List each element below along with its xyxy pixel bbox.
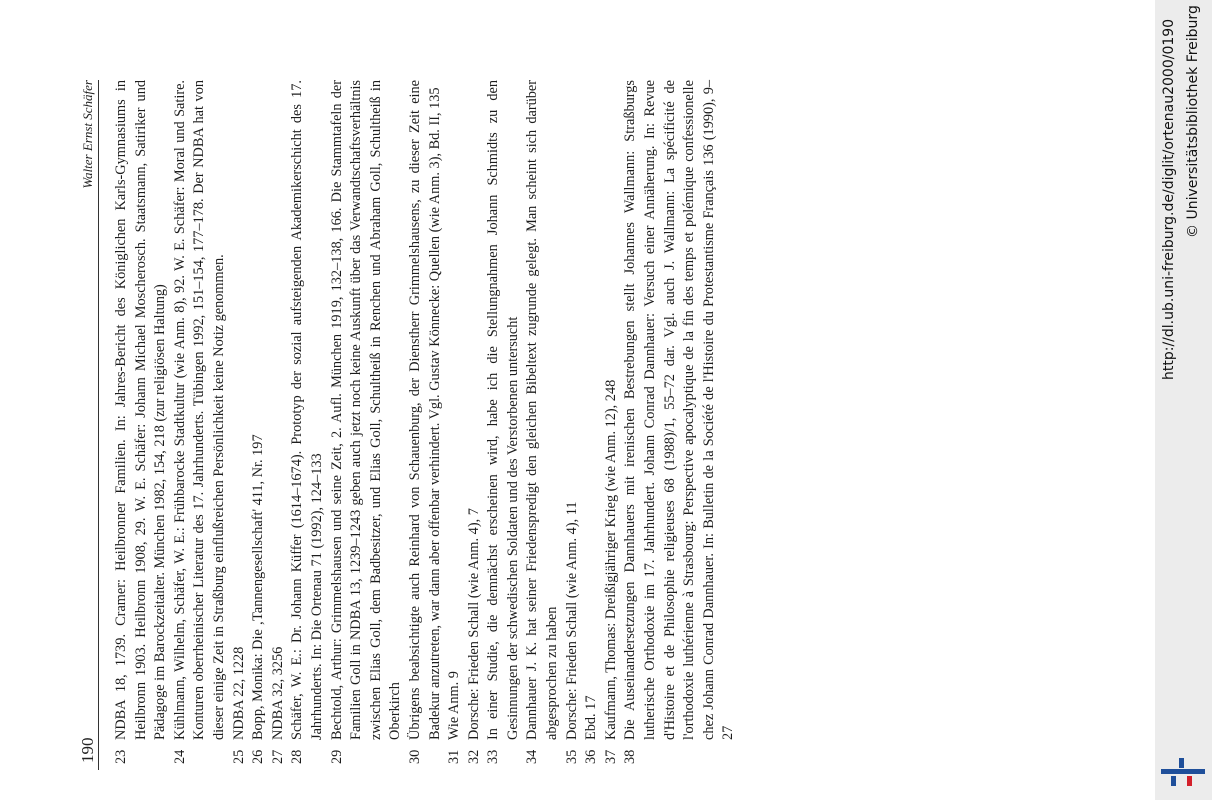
footnote-number: 31 xyxy=(446,749,463,764)
footnote-item xyxy=(582,80,602,770)
footnote-text: Kühlmann, Wilhelm, Schäfer, W. E.: Frühbarocke Stadtkultur (wie Anm. 8), 92. W. E. Schäfer: Moral und Satire. Konturen oberrheinischer Literatur des 17. Jahrhunderts. Tübingen 1992, 151–154, 177–178. Der NDBA hat von dieser einige Zeit in Straßburg einflußreichen Persönlichkeit keine Notiz genommen. xyxy=(171,80,227,740)
footnote-item xyxy=(445,80,465,770)
footnote-text: NDBA 18, 1739. Cramer: Heilbronner Familien. In: Jahres-Bericht des Königlichen Karls-Gymnasiums in Heilbronn 1903. Heilbronn 1908, 29. W. E. Schäfer: Johann Michael Moscherosch. Staatsmann, Satiriker und Pädagoge im Barockzeitalter. München 1982, 154, 218 (zur religiösen Haltung) xyxy=(113,80,169,740)
page-number: 190 xyxy=(78,737,97,763)
footnote-number: 27 xyxy=(269,749,286,764)
footnote-item xyxy=(112,80,171,770)
header-rule xyxy=(98,80,99,770)
footnote-number: 23 xyxy=(113,749,129,764)
footnote-text: Ebd. 17 xyxy=(583,695,600,740)
footnote-item xyxy=(523,80,562,770)
footnote-number: 38 xyxy=(622,749,639,764)
footnote-text: NDBA 32, 3256 xyxy=(269,646,286,740)
library-side-strip xyxy=(1155,0,1212,800)
footnote-number: 37 xyxy=(602,749,619,764)
copyright-notice: © Universitätsbibliothek Freiburg xyxy=(1185,5,1201,238)
footnote-number: 30 xyxy=(406,749,423,764)
footnote-text: Kaufmann, Thomas: Dreißigjähriger Krieg (wie Anm. 12), 248 xyxy=(602,379,619,740)
footnote-item xyxy=(621,80,739,770)
footnote-item xyxy=(465,80,485,770)
footnote-number: 29 xyxy=(328,749,345,764)
footnote-number: 35 xyxy=(563,749,580,764)
footnote-item xyxy=(406,80,445,770)
footnote-item xyxy=(484,80,523,770)
footnote-text: Schäfer, W. E.: Dr. Johann Küffer (1614–1674). Prototyp der sozial aufsteigenden Akademikerschicht des 17. Jahrhunderts. In: Die Ortenau 71 (1992), 124–133 xyxy=(289,80,325,740)
footnote-text: Die Auseinandersetzungen Dannhauers mit irenischen Bestrebungen stellt Johannes Wallmann: Straßburgs lutherische Orthodoxie im 17. Jahrhundert. Johann Conrad Dannhauer: Versuch einer Annäherung. In: Revue d'Histoire et de Philosophie religieuses 68 (1988)/1, 55–72 dar. Vgl. auch J. Wallmann: La spécificité de l'orthodoxie luthérienne à Strasbourg: Perspective apocalyptique de la fin des temps et polémique confessionelle chez Johann Conrad Dannhauer. In: Bulletin de la Société de l'Histoire du Protestantisme Français 136 (1990), 9–27 xyxy=(622,80,737,740)
footnote-text: Übrigens beabsichtigte auch Reinhard von Schauenburg, der Dienstherr Grimmelshausens, zu dieser Zeit eine Badekur anzutreten, war dann aber offenbar verhindert. Vgl. Gustav Könnecke: Quellen (wie Anm. 3), Bd. II, 135 xyxy=(406,80,443,740)
footnote-number: 33 xyxy=(485,749,502,764)
footnote-item xyxy=(249,80,269,770)
running-header-author: Walter Ernst Schäfer xyxy=(80,80,95,189)
footnote-number: 25 xyxy=(230,749,247,764)
footnote-item xyxy=(230,80,250,770)
footnote-text: Wie Anm. 9 xyxy=(446,671,463,740)
footnote-item xyxy=(171,80,230,770)
footnote-item xyxy=(563,80,583,770)
footnote-number: 36 xyxy=(583,749,600,764)
footnote-item xyxy=(602,80,622,770)
footnote-text: Bechtold, Arthur: Grimmelshausen und seine Zeit, 2. Aufl. München 1919, 132–138, 166. Die Stammtafeln der Familien Goll in NDBA 13, 1239–1243 geben auch jetzt noch keine Auskunft über das Verwandtschaftsverhältnis zwischen Elias Goll, dem Badbesitzer, und Elias Goll, Schultheiß in Renchen und Abraham Goll, Schultheiß in Oberkirch xyxy=(328,80,404,740)
footnote-text: Bopp, Monika: Die ‚Tannengesellschaft' 411, Nr. 197 xyxy=(250,434,267,740)
footnote-text: Dorsche: Frieden Schall (wie Anm. 4), 11 xyxy=(563,501,580,740)
footnote-text: NDBA 22, 1228 xyxy=(230,646,247,740)
footnote-text: Dorsche: Frieden Schall (wie Anm. 4), 7 xyxy=(465,508,482,740)
footnote-text: Dannhauer J. K. hat seiner Friedenspredigt den gleichen Bibeltext zugrunde gelegt. Man scheint sich darüber abgesprochen zu haben xyxy=(524,80,561,740)
footnote-item xyxy=(288,80,327,770)
source-url-link[interactable]: http://dl.ub.uni-freiburg.de/diglit/ortenau2000/0190 xyxy=(1161,18,1177,380)
footnote-item xyxy=(328,80,406,770)
footnotes-list xyxy=(112,80,739,770)
footnote-number: 26 xyxy=(250,749,267,764)
footnote-number: 34 xyxy=(524,749,541,764)
ub-freiburg-logo-icon xyxy=(1161,754,1205,790)
footnote-number: 28 xyxy=(289,749,306,764)
rotated-strip-content xyxy=(1155,0,1212,800)
footnote-text: In einer Studie, die demnächst erscheinen wird, habe ich die Stellungnahmen Johann Schmidts zu den Gesinnungen der schwedischen Soldaten und des Verstorbenen untersucht xyxy=(485,80,521,740)
footnote-number: 32 xyxy=(465,749,482,764)
footnote-item xyxy=(269,80,289,770)
footnote-number: 24 xyxy=(171,749,188,764)
